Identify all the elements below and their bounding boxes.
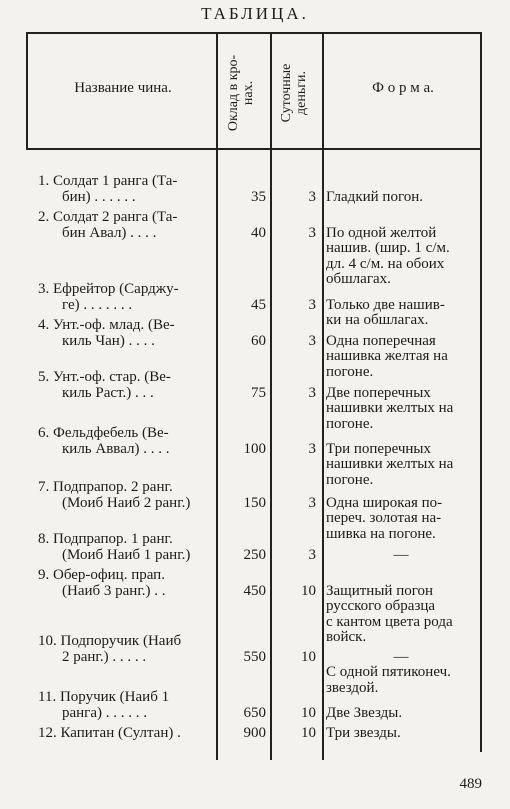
form-description: Гладкий погон.: [326, 188, 423, 205]
rank-name: 10. Подпоручик (Наиб: [38, 633, 182, 649]
rank-name: киль Аввал) . . . .: [62, 440, 170, 457]
form-description: звездой.: [326, 679, 379, 696]
header-form: Ф о р м а.: [372, 80, 434, 96]
daily-value: 3: [308, 546, 316, 563]
daily-value: 3: [308, 296, 316, 313]
salary-value: 75: [251, 384, 266, 401]
header-name: Название чина.: [74, 80, 172, 96]
rank-name: ге) . . . . . . .: [62, 296, 133, 313]
rank-name: 5. Унт.-оф. стар. (Ве-: [38, 369, 171, 385]
salary-value: 60: [251, 332, 266, 349]
rank-name: (Моиб Наиб 1 ранг.): [62, 546, 191, 563]
salary-value: 550: [243, 648, 266, 665]
rank-name: 2. Солдат 2 ранга (Та-: [38, 209, 178, 225]
form-description: Три поперечных: [326, 440, 432, 457]
form-description: С одной пятиконеч.: [326, 664, 451, 681]
form-description: нашивки желтых на: [326, 456, 454, 473]
form-description: русского образца: [326, 598, 436, 615]
rank-name: киль Чан) . . . .: [62, 332, 155, 349]
salary-value: 250: [243, 546, 266, 563]
rank-name: ранга) . . . . . .: [62, 704, 147, 721]
rank-name: 6. Фельдфебель (Ве-: [38, 425, 169, 441]
daily-value: 3: [308, 440, 316, 457]
daily-value: 3: [308, 494, 316, 511]
form-description: обшлагах.: [326, 271, 391, 288]
rank-name: 8. Подпрапор. 1 ранг.: [38, 531, 173, 547]
salary-value: 450: [243, 582, 266, 599]
salary-value: 650: [243, 704, 266, 721]
salary-value: 900: [243, 725, 266, 741]
form-description: погоне.: [326, 363, 374, 380]
salary-value: 35: [251, 188, 266, 205]
rank-name: 9. Обер-офиц. прап.: [38, 567, 165, 583]
daily-value: 3: [308, 384, 316, 401]
rank-name: 1. Солдат 1 ранга (Та-: [38, 173, 178, 189]
salary-value: 40: [251, 224, 266, 241]
rank-name: 4. Унт.-оф. млад. (Ве-: [38, 317, 175, 333]
form-description: Одна поперечная: [326, 332, 436, 349]
salary-value: 45: [251, 296, 266, 313]
header-salary: Оклад в кро- нах.: [226, 54, 256, 132]
daily-value: 3: [308, 188, 316, 205]
page-number: 489: [459, 776, 482, 792]
salary-value: 100: [243, 440, 266, 457]
form-description: Только две нашив-: [326, 296, 445, 313]
form-description: Две Звезды.: [326, 704, 403, 721]
daily-value: 10: [301, 704, 316, 721]
form-description: погоне.: [326, 415, 374, 432]
form-description: —: [393, 546, 409, 563]
form-description: По одной желтой: [326, 224, 437, 241]
rank-name: бин Авал) . . . .: [62, 224, 157, 241]
form-description: Три звезды.: [326, 725, 401, 741]
daily-value: 10: [301, 582, 316, 599]
daily-value: 3: [308, 332, 316, 349]
form-description: нашивки желтых на: [326, 400, 454, 417]
form-description: шивка на погоне.: [326, 525, 436, 542]
form-description: дл. 4 с/м. на обоих: [326, 255, 445, 272]
rank-name: 3. Ефрейтор (Сарджу-: [38, 281, 179, 297]
right-border: [480, 32, 482, 752]
rank-name: 11. Поручик (Наиб 1: [38, 689, 170, 705]
daily-value: 10: [301, 725, 316, 741]
rank-name: 2 ранг.) . . . . .: [62, 648, 147, 665]
form-description: войск.: [326, 629, 367, 646]
top-rule: [26, 32, 482, 34]
rank-name: бин) . . . . . .: [62, 188, 136, 205]
form-description: —: [393, 648, 409, 665]
daily-value: 3: [308, 224, 316, 241]
rank-name: киль Раст.) . . .: [62, 384, 154, 401]
rank-name: 12. Капитан (Султан) .: [38, 725, 181, 741]
form-description: Две поперечных: [326, 384, 431, 401]
rank-name: (Наиб 3 ранг.) . .: [62, 582, 166, 599]
rank-name: 7. Подпрапор. 2 ранг.: [38, 479, 173, 495]
col-divider-3: [322, 32, 324, 760]
header-daily: Суточные деньги.: [279, 63, 309, 123]
form-description: Одна широкая по-: [326, 494, 443, 511]
salary-value: 150: [243, 494, 266, 511]
form-description: переч. золотая на-: [326, 510, 442, 527]
form-description: с кантом цвета рода: [326, 613, 453, 630]
form-description: нашив. (шир. 1 с/м.: [326, 240, 450, 257]
form-description: Защитный погон: [326, 582, 434, 599]
rank-name: (Моиб Наиб 2 ранг.): [62, 494, 191, 511]
form-description: ки на обшлагах.: [326, 312, 429, 329]
form-description: погоне.: [326, 471, 374, 488]
page-title: ТАБЛИЦА.: [201, 4, 309, 23]
daily-value: 10: [301, 648, 316, 665]
left-border: [26, 32, 28, 150]
form-description: нашивка желтая на: [326, 348, 448, 365]
